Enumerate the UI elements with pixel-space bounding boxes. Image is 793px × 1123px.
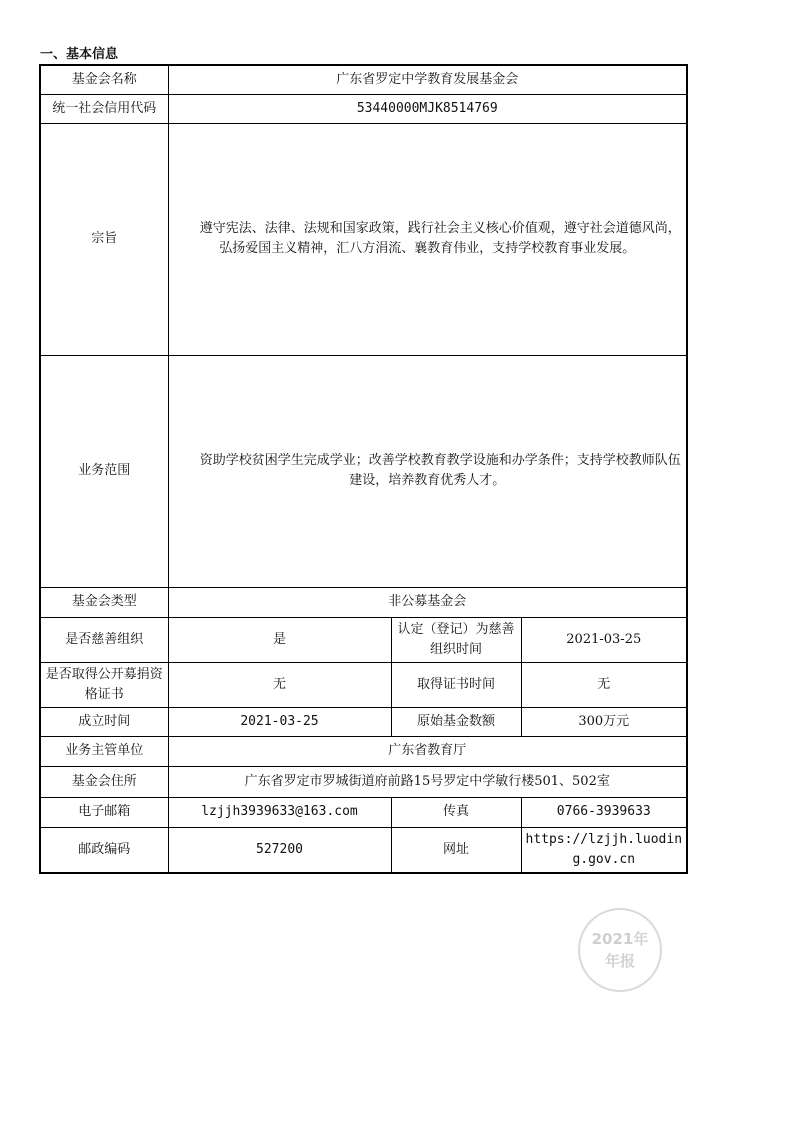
stamp-year: 2021年	[591, 930, 649, 948]
established-value: 2021-03-25	[168, 707, 391, 736]
fax-value: 0766-3939633	[521, 797, 687, 827]
table-row	[40, 617, 687, 662]
foundation-name-value: 广东省罗定中学教育发展基金会	[168, 65, 687, 94]
charity-label: 是否慈善组织	[40, 617, 168, 662]
section-title: 一、基本信息	[40, 47, 119, 62]
address-value: 广东省罗定市罗城街道府前路15号罗定中学敏行楼501、502室	[168, 766, 687, 797]
purpose-cell	[168, 123, 687, 355]
table-row	[40, 797, 687, 827]
foundation-type-value: 非公募基金会	[168, 587, 687, 617]
original-fund-label: 原始基金数额	[391, 707, 521, 736]
fax-label: 传真	[391, 797, 521, 827]
table-row	[40, 827, 687, 873]
postcode-label: 邮政编码	[40, 827, 168, 873]
table-row	[40, 707, 687, 736]
charity-date-value: 2021-03-25	[521, 617, 687, 662]
table-row	[40, 662, 687, 707]
table-row	[40, 766, 687, 797]
basic-info-table	[39, 64, 688, 874]
table-row	[40, 587, 687, 617]
table-row	[40, 94, 687, 123]
charity-date-label: 认定（登记）为慈善组织时间	[391, 617, 521, 662]
website-value: https://lzjjh.luoding.gov.cn	[521, 827, 687, 873]
stamp-label: 年报	[604, 952, 635, 970]
email-value: lzjjh3939633@163.com	[168, 797, 391, 827]
public-cert-label: 是否取得公开募捐资格证书	[40, 662, 168, 707]
credit-code-value: 53440000MJK8514769	[168, 94, 687, 123]
purpose-label: 宗旨	[40, 123, 168, 355]
postcode-value: 527200	[168, 827, 391, 873]
charity-value: 是	[168, 617, 391, 662]
cert-date-label: 取得证书时间	[391, 662, 521, 707]
table-row	[40, 355, 687, 587]
supervisor-value: 广东省教育厅	[168, 736, 687, 766]
purpose-value: 遵守宪法、法律、法规和国家政策，践行社会主义核心价值观，遵守社会道德风尚，弘扬爱国主义精神，汇八方涓流、襄教育伟业，支持学校教育事业发展。	[199, 221, 681, 256]
table-row	[40, 736, 687, 766]
public-cert-value: 无	[168, 662, 391, 707]
established-label: 成立时间	[40, 707, 168, 736]
address-label: 基金会住所	[40, 766, 168, 797]
original-fund-value: 300万元	[521, 707, 687, 736]
annual-report-stamp	[578, 908, 662, 992]
table-row	[40, 123, 687, 355]
email-label: 电子邮箱	[40, 797, 168, 827]
foundation-name-label: 基金会名称	[40, 65, 168, 94]
website-label: 网址	[391, 827, 521, 873]
scope-value: 资助学校贫困学生完成学业；改善学校教育教学设施和办学条件；支持学校教师队伍建设，培养教育优秀人才。	[199, 453, 681, 488]
table-row	[40, 65, 687, 94]
scope-cell	[168, 355, 687, 587]
cert-date-value: 无	[521, 662, 687, 707]
supervisor-label: 业务主管单位	[40, 736, 168, 766]
credit-code-label: 统一社会信用代码	[40, 94, 168, 123]
scope-label: 业务范围	[40, 355, 168, 587]
foundation-type-label: 基金会类型	[40, 587, 168, 617]
